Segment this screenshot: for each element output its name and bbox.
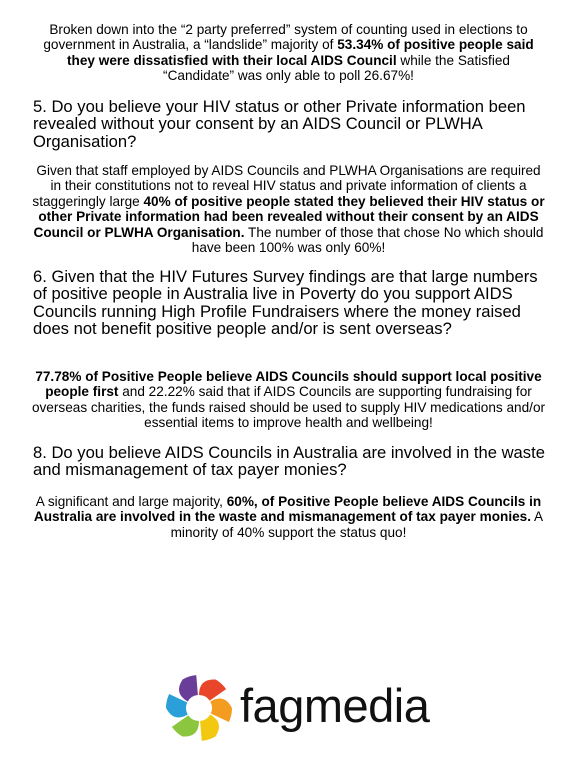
- paragraph-q5-answer: [30, 163, 547, 255]
- p6-text-bold: 77.78% of Positive People believe AIDS Councils should support local positive people first: [35, 369, 542, 400]
- fagmedia-logo: [163, 672, 430, 744]
- logo-petal: [179, 675, 198, 701]
- p5-text-pre: Given that staff employed by AIDS Councils and PLWHA Organisations are required in their constitutions not to reveal HIV status and private information of clients a staggeringly large: [32, 163, 541, 209]
- p1-text-bold: 53.34% of positive people said they were dissatisfied with their local AIDS Council: [67, 37, 534, 68]
- fagmedia-logo-icon: [163, 672, 235, 744]
- p8-text-pre: A significant and large majority,: [35, 494, 227, 509]
- paragraph-q6-answer: [30, 369, 547, 431]
- question-5: 5. Do you believe your HIV status or other Private information been revealed without your consent by an AIDS Council or PLWHA Organisation?: [33, 97, 526, 151]
- p5-text-post: The number of those that chose No which should have been 100% was only 60%!: [191, 224, 544, 256]
- question-8: 8. Do you believe AIDS Councils in Australia are involved in the waste and mismanagement of tax payer monies?: [33, 443, 545, 480]
- logo-wordmark: fagmedia: [240, 679, 430, 732]
- question-6: 6. Given that the HIV Futures Survey findings are that large numbers of positive people in Australia live in Poverty do you support AIDS Councils running High Profile Fundraisers where the money raised does not benefit positive people and/or is sent overseas?: [33, 267, 538, 339]
- p1-text-post: while the Satisfied “Candidate” was only able to poll 26.67%!: [163, 52, 510, 84]
- logo-petal: [200, 715, 219, 741]
- p6-text-post: and 22.22% said that if AIDS Councils are supporting fundraising for overseas charities, the funds raised should be used to supply HIV medications and/or essential items to improve health and wellbeing!: [31, 384, 546, 431]
- paragraph-q8-answer: [30, 494, 547, 540]
- p5-text-bold: 40% of positive people stated they believed their HIV status or other Private information had been revealed without their consent by an AIDS Council or PLWHA Organisation.: [33, 193, 545, 240]
- logo-petal: [199, 679, 226, 700]
- p8-text-bold: 60%, of Positive People believe AIDS Councils in Australia are involved in the waste and mismanagement of tax payer monies.: [33, 494, 542, 525]
- logo-petal: [172, 715, 199, 736]
- p8-text-post: A minority of 40% support the status quo!: [170, 509, 544, 540]
- p1-text-pre: Broken down into the “2 party preferred” system of counting used in elections to government in Australia, a “landslide” majority of: [43, 22, 528, 53]
- paragraph-2pp-results: [30, 22, 547, 84]
